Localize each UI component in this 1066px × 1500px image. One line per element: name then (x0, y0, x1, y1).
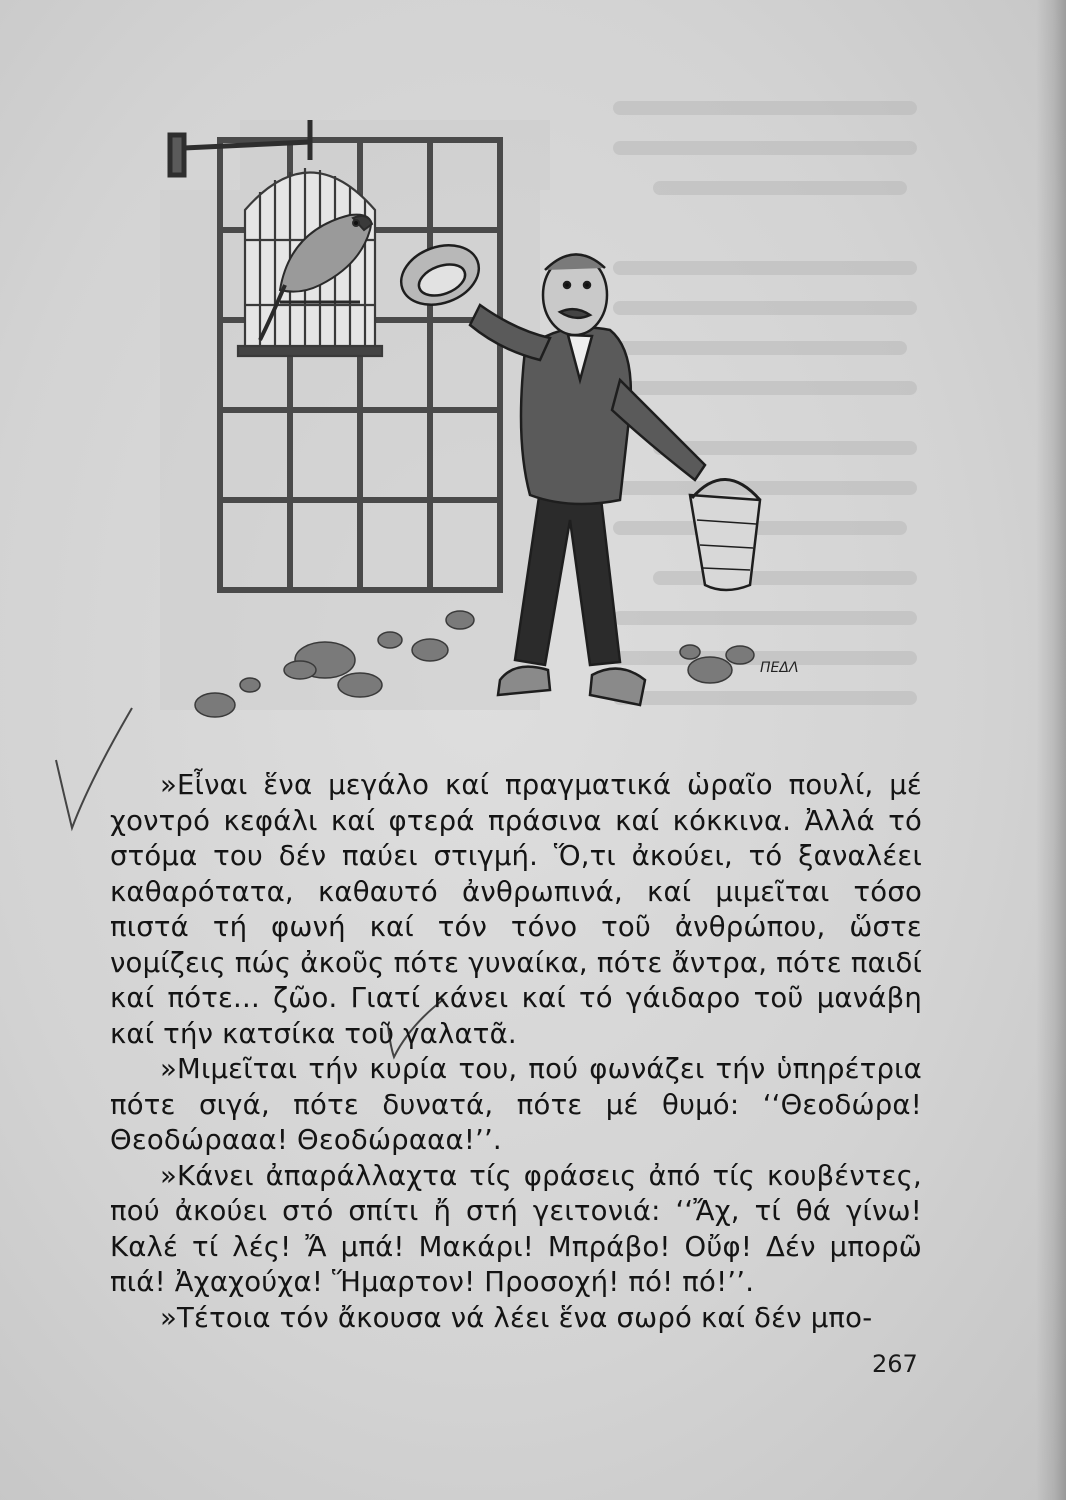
body-text (110, 768, 922, 1336)
page-number: 267 (872, 1350, 918, 1378)
page-edge-shadow (1036, 0, 1066, 1500)
paragraph-phrases: »Κάνει ἀπαράλλαχτα τίς φράσεις ἀπό τίς κουβέντες, πού ἀκούει στό σπίτι ἤ στή γειτονιά: ‘‘Ἄχ, τί θά γίνω! Καλέ τί λές! Ἄ μπά! Μακάρι! Μπράβο! Οὔφ! Δέν μπορῶ πιά! Ἀχαχούχα! Ἥμαρτον! Προσοχή! πό! πό!’’. (110, 1159, 922, 1298)
artist-signature: ΠΕΔΛ (760, 660, 799, 676)
paragraph-continued: »Τέτοια τόν ἄκουσα νά λέει ἕνα σωρό καί δέν μπο- (160, 1301, 873, 1334)
parrot-illustration (120, 80, 950, 740)
paragraph-parrot-description: »Εἶναι ἕνα μεγάλο καί πραγματικά ὡραῖο πουλί, μέ χοντρό κεφάλι καί φτερά πράσινα καί κόκκινα. Ἀλλά τό στόμα του δέν παύει στιγμή. Ὅ,τι ἀκούει, τό ξαναλέει καθαρότατα, καθαυτό ἀνθρωπινά, καί μιμεῖται τόσο πιστά τή φωνή καί τόν τόνο τοῦ ἀνθρώπου, ὥστε νομίζεις πώς ἀκοῦς πότε γυναίκα, πότε ἄντρα, πότε παιδί καί πότε... ζῶο. Γιατί κάνει καί τό γάιδαρο τοῦ μανάβη καί τήν κατσίκα τοῦ γαλατᾶ. (110, 769, 922, 1050)
paragraph-mistress: »Μιμεῖται τήν κυρία του, πού φωνάζει τήν ὑπηρέτρια πότε σιγά, πότε δυνατά, πότε μέ θυμό: ‘‘Θεοδώρα! Θεοδώρααα! Θεοδώρααα!’’. (110, 1053, 922, 1156)
